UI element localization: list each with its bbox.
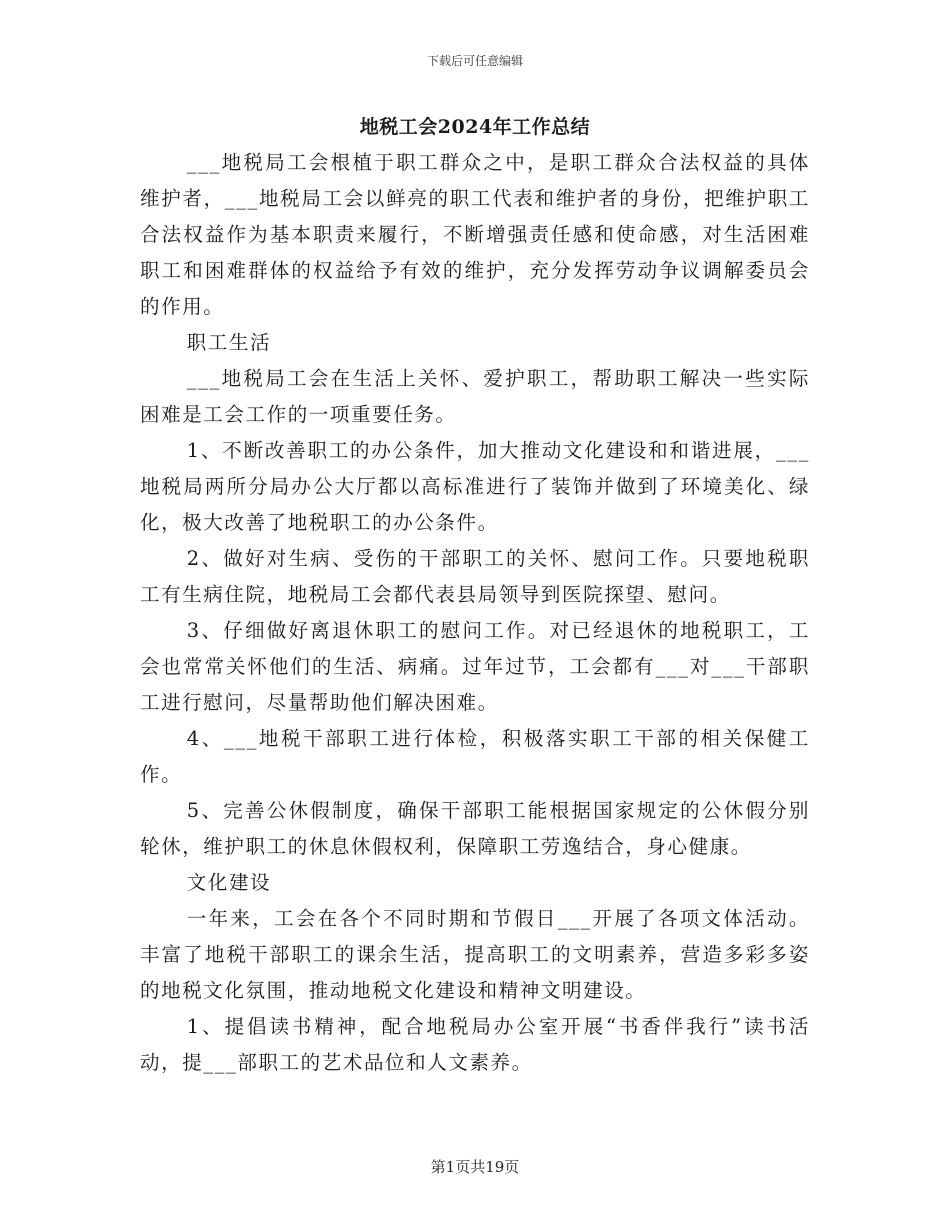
list-item-2: 2、做好对生病、受伤的干部职工的关怀、慰问工作。只要地税职工有生病住院，地税局工会都代表县局领导到医院探望、慰问。 bbox=[140, 547, 810, 606]
paragraph-intro: ___地税局工会根植于职工群众之中，是职工群众合法权益的具体维护者，___地税局工会以鲜亮的职工代表和维护者的身份，把维护职工合法权益作为基本职责来履行，不断增强责任感和使命感，对生活困难职工和困难群体的权益给予有效的维护，充分发挥劳动争议调解委员会的作用。 bbox=[140, 151, 810, 318]
paragraph-staff-life-intro: ___地税局工会在生活上关怀、爱护职工，帮助职工解决一些实际困难是工会工作的一项重要任务。 bbox=[140, 367, 810, 426]
list-item-4: 4、___地税干部职工进行体检，积极落实职工干部的相关保健工作。 bbox=[140, 727, 810, 786]
section-heading-staff-life: 职工生活 bbox=[186, 331, 272, 354]
paragraph-culture-intro: 一年来，工会在各个不同时期和节假日___开展了各项文体活动。丰富了地税干部职工的课余生活，提高职工的文明素养，营造多彩多姿的地税文化氛围，推动地税文化建设和精神文明建设。 bbox=[140, 907, 810, 1002]
document-body bbox=[140, 145, 810, 1081]
list-item-3: 3、仔细做好离退休职工的慰问工作。对已经退休的地税职工，工会也常常关怀他们的生活、病痛。过年过节，工会都有___对___干部职工进行慰问，尽量帮助他们解决困难。 bbox=[140, 619, 810, 714]
page-header-note: 下载后可任意编辑 bbox=[426, 54, 523, 68]
list-item-1: 1、不断改善职工的办公条件，加大推动文化建设和和谐进展，___地税局两所分局办公大厅都以高标准进行了装饰并做到了环境美化、绿化，极大改善了地税职工的办公条件。 bbox=[140, 439, 810, 534]
document-title: 地税工会2024年工作总结 bbox=[359, 116, 591, 138]
list-item-5: 5、完善公休假制度，确保干部职工能根据国家规定的公休假分别轮休，维护职工的休息休假权利，保障职工劳逸结合，身心健康。 bbox=[140, 799, 810, 858]
page-number: 第1页共19页 bbox=[430, 1158, 520, 1176]
section-heading-culture: 文化建设 bbox=[186, 871, 272, 894]
culture-list-item-1: 1、提倡读书精神，配合地税局办公室开展“书香伴我行”读书活动，提___部职工的艺术品位和人文素养。 bbox=[140, 1015, 810, 1074]
